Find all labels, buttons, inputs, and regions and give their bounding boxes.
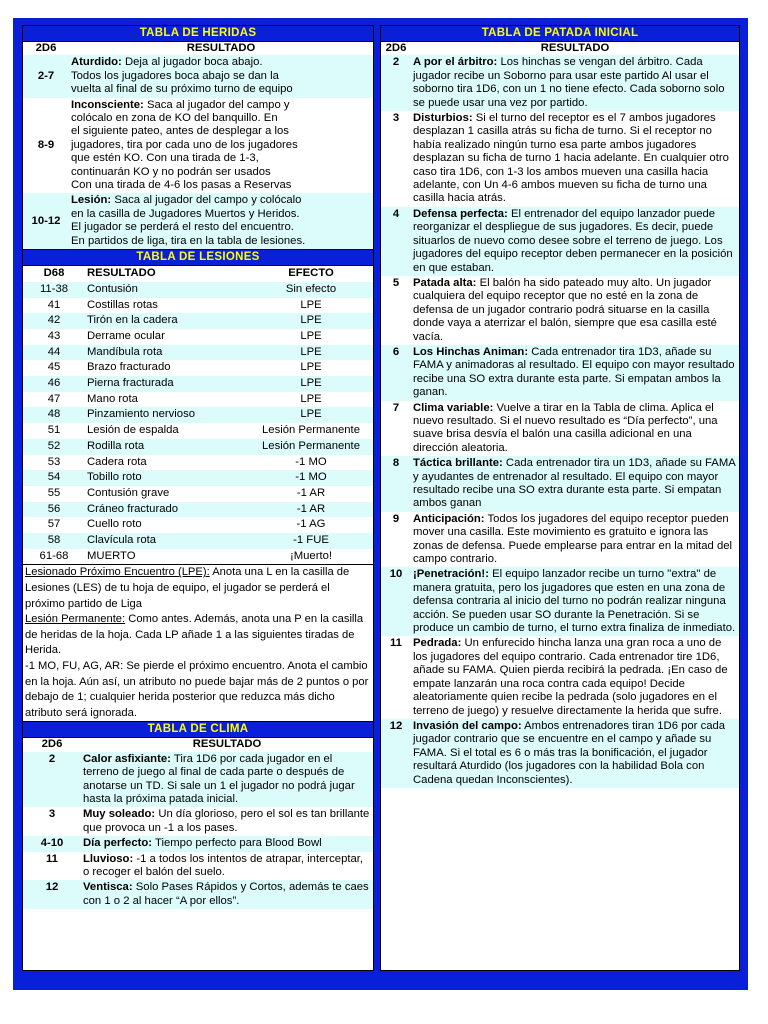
lpe-title: Lesionado Próximo Encuentro (LPE):	[25, 566, 210, 579]
patada-result	[411, 401, 739, 457]
lesion-result: Tirón en la cadera	[87, 314, 178, 327]
patada-text: Si el turno del receptor es el 7 ambos jugadores desplazan 1 casilla atrás su ficha de turno. Si el receptor no había realizado ningún turno esa parte ambos jugadores desplazan su ficha de turno 1 hacia adelante. En cualquier otro caso tira 1D6, con 1-3 los ambos mueven una casilla hacia adelante, con Un 4-6 ambos mueven su ficha de turno una casilla hacia atrás.	[413, 112, 729, 205]
table-row	[23, 423, 373, 439]
heridas-line: colócalo en zona de KO del banquillo. En	[71, 112, 278, 125]
lesiones-col-roll: D68	[23, 266, 85, 282]
lesion-effect: -1 AR	[296, 486, 326, 499]
heridas-line: vuelta al final de su próximo turno de equipo	[71, 83, 293, 96]
patada-name: Disturbios:	[413, 112, 473, 125]
table-row	[23, 439, 373, 455]
heridas-line: Deja al jugador boca abajo.	[124, 56, 263, 69]
heridas-line: el siguiente pateo, antes de desplegar a los	[71, 125, 289, 138]
heridas-result	[69, 98, 373, 194]
patada-text: Vuelve a tirar en la Tabla de clima. Aplica el nuevo resultado. Si el nuevo resultado es “Día perfecto”, una suave brisa desvía el balón una casilla adicional en una dirección aleatoria.	[413, 401, 718, 454]
lesion-roll: 43	[47, 329, 61, 342]
lesion-roll: 48	[47, 408, 61, 421]
lesiones-table	[23, 266, 373, 564]
patada-text: Todos los jugadores del equipo receptor pueden mover una casilla. Este movimiento es gratuito e ignora las zonas de defensa. Puede emplearse para entrar en la mitad del campo contrario.	[413, 512, 733, 566]
lesiones-col-effect: EFECTO	[249, 266, 373, 282]
lesiones-title: TABLA DE LESIONES	[23, 249, 373, 266]
patada-col-roll: 2D6	[381, 42, 411, 55]
heridas-line: continuarán KO y no podrán ser usados	[71, 165, 271, 178]
patada-title: TABLA DE PATADA INICIAL	[381, 26, 739, 42]
patada-name: Invasión del campo:	[413, 719, 522, 732]
patada-roll: 11	[390, 637, 402, 650]
table-row	[23, 502, 373, 518]
table-row	[381, 512, 739, 568]
lesion-roll: 61-68	[39, 549, 69, 562]
lesion-result: Costillas rotas	[87, 298, 158, 311]
table-row	[23, 345, 373, 361]
clima-roll: 2	[48, 752, 56, 765]
patada-result	[411, 55, 739, 111]
lesion-result: Rodilla rota	[87, 439, 145, 452]
patada-result	[411, 567, 739, 636]
table-row	[23, 392, 373, 408]
lesion-effect: LPE	[300, 377, 322, 390]
table-row	[23, 533, 373, 549]
table-row	[23, 880, 373, 909]
clima-text: Un día glorioso, pero el sol es tan brillante que provoca un -1 a los pases.	[83, 808, 370, 834]
patada-roll: 6	[392, 345, 400, 358]
patada-text: Un enfurecido hincha lanza una gran roca a uno de los jugadores del equipo contrario. Cada entrenador tire 1D6, añade su FAMA. Quien pierda recibirá la pedrada. ¡En caso de empate lanzarán una roca contra cada equipo! Decide aleatoriamente quien recibe la pedrada (solo jugadores en el terreno de juego) y resuelve directamente la herida que sufre.	[413, 637, 728, 717]
clima-text: Solo Pases Rápidos y Cortos, además te caes con 1 o 2 al hacer “A por ellos”.	[83, 881, 369, 907]
patada-roll: 5	[392, 276, 400, 289]
clima-col-result: RESULTADO	[81, 738, 373, 751]
lesiones-col-result: RESULTADO	[85, 266, 249, 282]
lesion-effect: LPE	[300, 361, 322, 374]
heridas-line: Saca al jugador del campo y	[146, 98, 290, 111]
clima-text: -1 a todos los intentos de atrapar, interceptar, o recoger el balón del suelo.	[83, 852, 364, 879]
table-row	[381, 567, 739, 636]
lesion-roll: 52	[47, 439, 61, 452]
table-row	[23, 55, 373, 97]
table-row	[23, 313, 373, 329]
patada-text: Los hinchas se vengan del árbitro. Cada jugador recibe un Soborno para usar este partido Al usar el soborno tira 1D6, con un 1 no tiene efecto. Cada soborno solo se puede usar una vez por partido.	[413, 56, 725, 109]
lesion-roll: 47	[47, 392, 61, 405]
lesion-effect: -1 AG	[296, 518, 326, 531]
lesion-result: Contusión	[87, 282, 138, 295]
patada-result	[411, 636, 739, 718]
heridas-name: Inconsciente:	[71, 98, 144, 111]
lesion-result: Pierna fracturada	[87, 377, 174, 390]
lesion-effect: Lesión Permanente	[262, 424, 360, 437]
left-column	[22, 25, 374, 971]
patada-name: Pedrada:	[413, 637, 462, 650]
clima-name: Calor asfixiante:	[83, 752, 171, 765]
lesion-roll: 55	[47, 486, 61, 499]
lesion-roll: 58	[47, 534, 61, 547]
patada-name: Los Hinchas Animan:	[413, 345, 529, 358]
lesion-result: Derrame ocular	[87, 329, 165, 342]
heridas-name: Aturdido:	[71, 56, 122, 69]
table-row	[23, 752, 373, 808]
lesion-effect: ¡Muerto!	[289, 549, 333, 562]
patada-result	[411, 207, 739, 276]
lesion-effect: -1 MO	[295, 471, 327, 484]
lesion-roll: 46	[47, 377, 61, 390]
lesion-effect: -1 AR	[296, 502, 326, 515]
clima-result	[81, 852, 373, 881]
table-row	[381, 401, 739, 457]
table-row	[23, 486, 373, 502]
patada-table	[381, 42, 739, 788]
right-column	[380, 25, 740, 971]
lesion-effect: LPE	[300, 314, 322, 327]
patada-name: A por el árbitro:	[413, 56, 498, 69]
table-row	[23, 329, 373, 345]
clima-result	[81, 880, 373, 909]
patada-result	[411, 345, 739, 401]
heridas-roll: 8-9	[37, 138, 55, 151]
clima-roll: 4-10	[40, 837, 64, 850]
patada-text: Ambos entrenadores tiran 1D6 por cada jugador contrario que se encuentre en el campo y añade su FAMA. Si el total es 6 o más tras la bonificación, el jugador resultará Aturdido (los jugadores con la habilidad Bola con Cadena quedan Inconscientes).	[413, 719, 726, 786]
heridas-line: Todos los jugadores boca abajo se dan la	[71, 69, 279, 82]
patada-roll: 8	[392, 457, 400, 470]
table-row	[23, 98, 373, 194]
clima-table	[23, 738, 373, 909]
patada-name: Anticipación:	[413, 512, 485, 525]
heridas-line: que estén KO. Con una tirada de 1-3,	[71, 152, 259, 165]
heridas-line: jugadores, tira por cada uno de los jugadores	[71, 138, 298, 151]
table-row	[23, 282, 373, 298]
table-row	[381, 719, 739, 788]
patada-text: El balón ha sido pateado muy alto. Un jugador cualquiera del equipo receptor que no esté en la zona de defensa de un jugador contrario podrá situarse en la casilla donde vaya a aterrizar el balón, siempre que esa casilla esté vacía.	[413, 276, 717, 343]
heridas-result	[69, 55, 373, 97]
lesion-result: Cadera rota	[87, 455, 147, 468]
clima-title: TABLA DE CLIMA	[23, 721, 373, 738]
table-row	[23, 517, 373, 533]
clima-result	[81, 807, 373, 836]
table-row	[23, 470, 373, 486]
patada-col-result: RESULTADO	[411, 42, 739, 55]
table-row	[381, 207, 739, 276]
lesion-effect: LPE	[300, 329, 322, 342]
table-row	[23, 807, 373, 836]
lesion-effect: Lesión Permanente	[262, 439, 360, 452]
lesion-result: Mandíbula rota	[87, 345, 163, 358]
patada-roll: 4	[392, 207, 400, 220]
lesion-roll: 54	[47, 471, 61, 484]
patada-result	[411, 111, 739, 207]
patada-name: Clima variable:	[413, 401, 494, 414]
patada-roll: 12	[389, 719, 403, 732]
clima-text: Tira 1D6 por cada jugador en el terreno de juego al final de cada parte o después de anotarse un TD. Si sale un 1 el jugador no podrá jugar hasta la próxima patada inicial.	[83, 752, 355, 806]
heridas-line: Saca al jugador del campo y colócalo	[114, 194, 302, 207]
clima-name: Muy soleado:	[83, 808, 156, 821]
patada-roll: 2	[392, 56, 400, 69]
table-row	[381, 345, 739, 401]
table-row	[23, 455, 373, 471]
heridas-line: en la casilla de Jugadores Muertos y Heridos.	[71, 207, 300, 220]
clima-roll: 11	[46, 852, 58, 865]
table-row	[23, 193, 373, 249]
table-row	[381, 111, 739, 207]
lesion-result: Mano rota	[87, 392, 138, 405]
patada-result	[411, 456, 739, 512]
heridas-roll: 2-7	[37, 69, 55, 82]
patada-text: Cada entrenador tira 1D3, añade su FAMA y animadoras al resultado. El equipo con mayor resultado recibe una SO extra durante esta parte. Si empatan ambos la ganan.	[413, 345, 735, 399]
clima-roll: 3	[48, 808, 56, 821]
clima-col-roll: 2D6	[23, 738, 81, 751]
lesion-roll: 44	[47, 345, 61, 358]
heridas-result	[69, 193, 373, 249]
lesion-result: Cráneo fracturado	[87, 502, 179, 515]
lesion-effect: LPE	[300, 392, 322, 405]
lesion-result: Brazo fracturado	[87, 361, 171, 374]
table-row	[381, 636, 739, 718]
heridas-title: TABLA DE HERIDAS	[23, 26, 373, 42]
lesion-result: Lesión de espalda	[87, 424, 179, 437]
patada-roll: 7	[392, 401, 400, 414]
perm-text: Como antes. Además, anota una P en la casilla de heridas de la hoja. Cada LP añade 1 a las siguientes tiradas de Herida.	[25, 613, 364, 657]
reference-sheet	[13, 18, 748, 990]
clima-name: Día perfecto:	[83, 837, 153, 850]
clima-name: Lluvioso:	[83, 852, 134, 865]
heridas-line: Con una tirada de 4-6 los pasas a Reservas	[71, 179, 292, 192]
patada-text: El equipo lanzador recibe un turno "extra" de manera gratuita, pero los jugadores que esten en una zona de defensa contraria al inicio del turno no podrán realizar ninguna acción. Se pueden usar SO durante la Penetración. Si se produce un cambio de turno, el turno extra finaliza de inmediato.	[413, 568, 736, 635]
clima-text: Tiempo perfecto para Blood Bowl	[155, 837, 322, 850]
lesion-result: Contusión grave	[87, 486, 170, 499]
clima-name: Ventisca:	[83, 881, 133, 894]
patada-text: Cada entrenador tira un 1D3, añade su FAMA y ayudantes de entrenador al resultado. El equipo con mayor resultado recibe una SO extra durante esta parte. Si empatan ambos ganan	[413, 457, 736, 510]
lesion-result: Tobillo roto	[87, 471, 142, 484]
patada-name: Táctica brillante:	[413, 457, 503, 470]
heridas-col-roll: 2D6	[23, 42, 69, 55]
patada-roll: 9	[392, 512, 400, 525]
heridas-roll: 10-12	[31, 214, 61, 227]
table-row	[23, 836, 373, 851]
table-row	[23, 376, 373, 392]
heridas-col-result: RESULTADO	[69, 42, 373, 55]
heridas-name: Lesión:	[71, 194, 112, 207]
patada-result	[411, 512, 739, 568]
lesion-result: Clavícula rota	[87, 534, 157, 547]
patada-text: El entrenador del equipo lanzador puede reorganizar el despliegue de sus jugadores. Es decir, puede situarlos de nuevo como desee sobre el terreno de juego. Los jugadores del equipo receptor deben permanecer en la posición en que estaban.	[413, 207, 733, 274]
lesion-effect: Sin efecto	[285, 282, 337, 295]
lesion-roll: 57	[47, 518, 61, 531]
patada-name: ¡Penetración!:	[413, 568, 489, 581]
lesiones-notes	[23, 564, 373, 721]
heridas-line: En partidos de liga, tira en la tabla de lesiones.	[71, 234, 306, 247]
patada-roll: 3	[392, 112, 400, 125]
lesion-effect: -1 FUE	[293, 534, 329, 547]
lpe-text: Anota una L en la casilla de Lesiones (LES) de tu hoja de equipo, el jugador se perderá el próximo partido de Liga	[25, 566, 350, 610]
perm-title: Lesión Permanente:	[25, 613, 126, 626]
lesion-roll: 53	[47, 455, 61, 468]
lesion-result: Pinzamiento nervioso	[87, 408, 196, 421]
lesion-roll: 56	[47, 502, 61, 515]
heridas-table	[23, 42, 373, 249]
clima-result	[81, 836, 373, 851]
table-row	[23, 360, 373, 376]
stat-text: -1 MO, FU, AG, AR: Se pierde el próximo encuentro. Anota el cambio en la hoja. Aún así, un atributo no puede bajar más de 2 puntos o por debajo de 1; cualquier herida posterior que reduzca más dicho atributo será ignorada.	[25, 660, 369, 719]
lesion-roll: 45	[47, 361, 61, 374]
lesion-roll: 42	[47, 314, 61, 327]
lesion-result: MUERTO	[87, 549, 136, 562]
lesion-result: Cuello roto	[87, 518, 142, 531]
patada-result	[411, 719, 739, 788]
clima-roll: 12	[45, 881, 59, 894]
clima-result	[81, 752, 373, 808]
patada-roll: 10	[389, 568, 403, 581]
lesion-effect: LPE	[300, 408, 322, 421]
lesion-roll: 11-38	[39, 282, 69, 295]
lesion-effect: -1 MO	[295, 455, 327, 468]
heridas-line: El jugador se perderá el resto del encuentro.	[71, 221, 294, 234]
lesion-roll: 41	[47, 298, 61, 311]
patada-result	[411, 276, 739, 345]
table-row	[23, 852, 373, 881]
table-row	[381, 55, 739, 111]
lesion-effect: LPE	[300, 345, 322, 358]
table-row	[381, 276, 739, 345]
patada-name: Defensa perfecta:	[413, 207, 508, 220]
table-row	[23, 407, 373, 423]
table-row	[381, 456, 739, 512]
patada-name: Patada alta:	[413, 276, 477, 289]
lesion-roll: 51	[47, 424, 61, 437]
table-row	[23, 549, 373, 565]
lesion-effect: LPE	[300, 298, 322, 311]
table-row	[23, 298, 373, 314]
